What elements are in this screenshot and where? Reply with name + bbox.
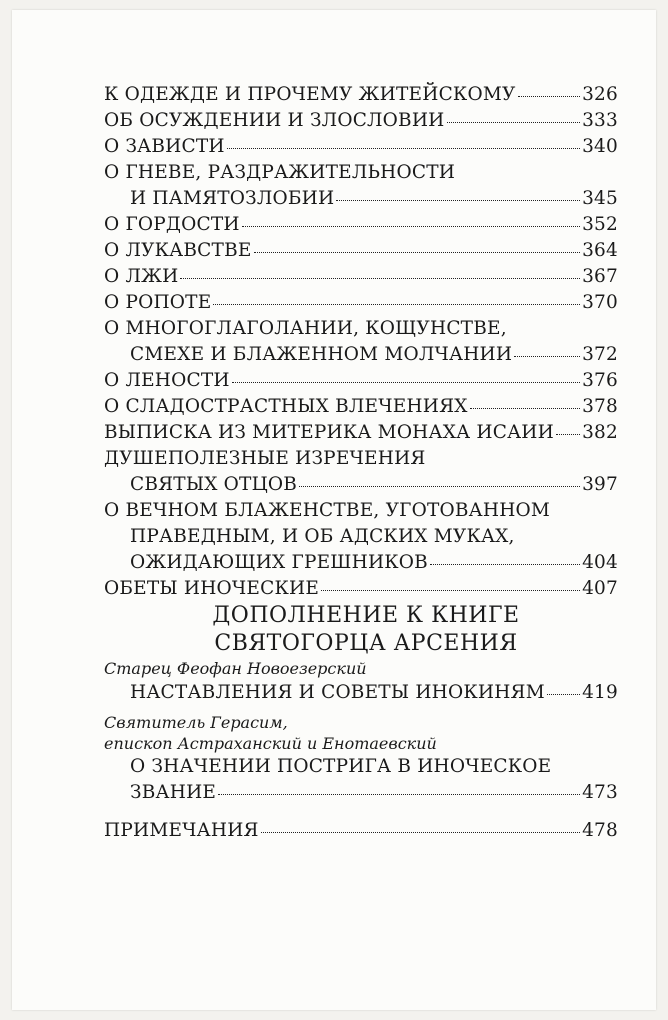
toc-entry <box>104 290 618 316</box>
toc-entry <box>104 82 618 108</box>
toc-entry-title: ПРИМЕЧАНИЯ <box>104 820 259 841</box>
toc-entry-page: 382 <box>582 422 618 443</box>
toc-entry-page: 478 <box>582 820 618 841</box>
toc-entry-title: ВЫПИСКА ИЗ МИТЕРИКА МОНАХА ИСАИИ <box>104 422 554 443</box>
toc-entry <box>104 186 618 212</box>
toc-entry-page: 352 <box>582 214 618 235</box>
toc-entry <box>104 472 618 498</box>
toc-entry-title-line: ДУШЕПОЛЕЗНЫЕ ИЗРЕЧЕНИЯ <box>104 448 426 469</box>
dot-leader <box>556 433 580 435</box>
toc-entry-page: 340 <box>582 136 618 157</box>
toc-entry-page: 372 <box>582 344 618 365</box>
toc-entry <box>104 680 618 706</box>
dot-leader <box>321 589 580 591</box>
toc-entry <box>104 342 618 368</box>
dot-leader <box>518 95 581 97</box>
dot-leader <box>227 147 580 149</box>
table-of-contents <box>104 82 618 844</box>
toc-entry <box>104 368 618 394</box>
dot-leader <box>514 355 580 357</box>
toc-entry-title: ЗВАНИЕ <box>130 782 217 803</box>
toc-entry-title-line: ПРАВЕДНЫМ, И ОБ АДСКИХ МУКАХ, <box>130 526 515 547</box>
toc-entry-title: О ЛУКАВСТВЕ <box>104 240 252 261</box>
toc-entry-title-line: О МНОГОГЛАГОЛАНИИ, КОЩУНСТВЕ, <box>104 318 507 339</box>
toc-entry-page: 345 <box>582 188 618 209</box>
toc-entry-title: НАСТАВЛЕНИЯ И СОВЕТЫ ИНОКИНЯМ <box>130 682 545 703</box>
toc-entry <box>104 212 618 238</box>
dot-leader <box>180 277 580 279</box>
author-name: Старец Феофан Новоезерский <box>104 659 367 678</box>
toc-entry-title: ОБ ОСУЖДЕНИИ И ЗЛОСЛОВИИ <box>104 110 445 131</box>
toc-entry <box>104 420 618 446</box>
book-page <box>12 10 656 1010</box>
toc-entry-title-line: О ВЕЧНОМ БЛАЖЕНСТВЕ, УГОТОВАННОМ <box>104 500 551 521</box>
dot-leader <box>261 831 580 833</box>
toc-entry <box>104 238 618 264</box>
toc-entry-title: СМЕХЕ И БЛАЖЕННОМ МОЛЧАНИИ <box>130 344 513 365</box>
toc-entry-title: О ЛЕНОСТИ <box>104 370 230 391</box>
toc-entry-title: И ПАМЯТОЗЛОБИИ <box>130 188 335 209</box>
toc-entry <box>104 780 618 806</box>
toc-entry-title: ОБЕТЫ ИНОЧЕСКИЕ <box>104 578 320 599</box>
dot-leader <box>299 485 580 487</box>
dot-leader <box>447 121 581 123</box>
dot-leader <box>430 563 580 565</box>
toc-entry <box>104 108 618 134</box>
toc-entry-title: ОЖИДАЮЩИХ ГРЕШНИКОВ <box>130 552 428 573</box>
appendix-title-line: СВЯТОГОРЦА АРСЕНИЯ <box>214 631 518 656</box>
toc-entry-title: О ГОРДОСТИ <box>104 214 240 235</box>
toc-entry-page: 326 <box>582 84 618 105</box>
dot-leader <box>547 693 580 695</box>
toc-entry-page: 397 <box>582 474 618 495</box>
dot-leader <box>232 381 580 383</box>
toc-entry-title-line: О ГНЕВЕ, РАЗДРАЖИТЕЛЬНОСТИ <box>104 162 456 183</box>
dot-leader <box>242 225 580 227</box>
toc-entry <box>104 550 618 576</box>
toc-entry-page: 404 <box>582 552 618 573</box>
toc-entry <box>104 818 618 844</box>
toc-entry <box>104 264 618 290</box>
dot-leader <box>336 199 580 201</box>
toc-entry-page: 378 <box>582 396 618 417</box>
toc-entry-page: 376 <box>582 370 618 391</box>
toc-entry-page: 370 <box>582 292 618 313</box>
toc-entry-page: 367 <box>582 266 618 287</box>
dot-leader <box>254 251 581 253</box>
appendix-title <box>114 602 618 658</box>
toc-entry <box>104 576 618 602</box>
author-name: Святитель Герасим, <box>104 713 288 732</box>
toc-entry-page: 407 <box>582 578 618 599</box>
toc-entry <box>104 394 618 420</box>
toc-entry-title: К ОДЕЖДЕ И ПРОЧЕМУ ЖИТЕЙСКОМУ <box>104 84 516 105</box>
toc-entry-page: 419 <box>582 682 618 703</box>
dot-leader <box>218 793 580 795</box>
appendix-title-line: ДОПОЛНЕНИЕ К КНИГЕ <box>212 603 520 628</box>
toc-entry-title: О СЛАДОСТРАСТНЫХ ВЛЕЧЕНИЯХ <box>104 396 468 417</box>
toc-entry-title: О РОПОТЕ <box>104 292 212 313</box>
toc-entry-title: О ЛЖИ <box>104 266 179 287</box>
toc-entry-title-line: О ЗНАЧЕНИИ ПОСТРИГА В ИНОЧЕСКОЕ <box>130 756 552 777</box>
toc-entry-title: О ЗАВИСТИ <box>104 136 225 157</box>
toc-entry <box>104 134 618 160</box>
toc-entry-page: 473 <box>582 782 618 803</box>
dot-leader <box>470 407 580 409</box>
dot-leader <box>213 303 580 305</box>
toc-entry-page: 333 <box>582 110 618 131</box>
toc-entry-page: 364 <box>582 240 618 261</box>
author-title: епископ Астраханский и Енотаевский <box>104 734 437 753</box>
toc-entry-title: СВЯТЫХ ОТЦОВ <box>130 474 298 495</box>
